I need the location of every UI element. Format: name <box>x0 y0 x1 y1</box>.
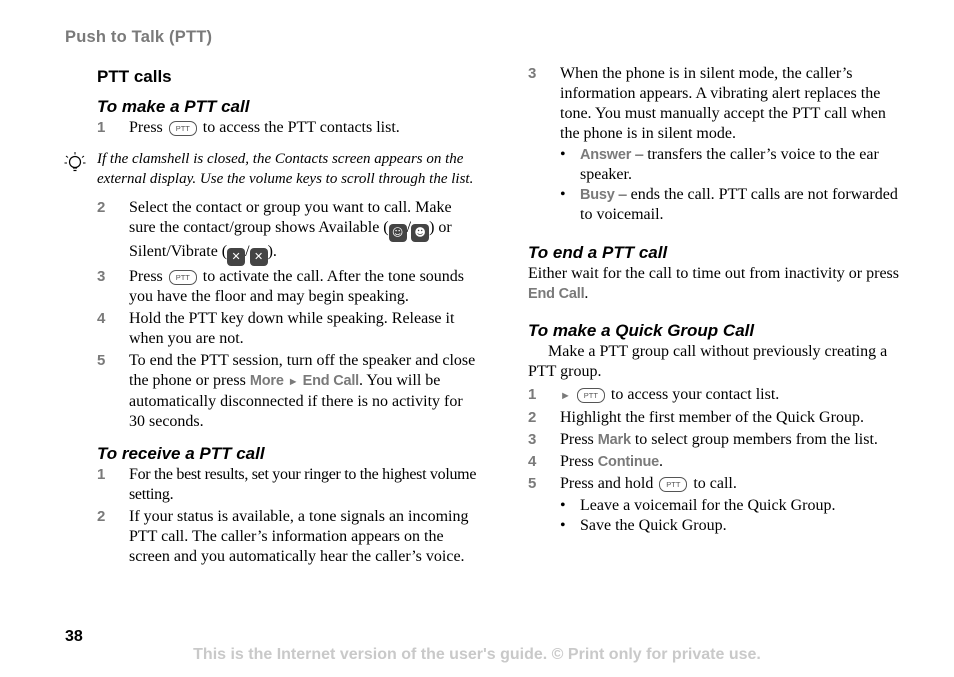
end-call-heading: To end a PTT call <box>528 243 668 262</box>
arrow-icon: ► <box>560 390 571 402</box>
arrow-icon: ► <box>287 376 299 388</box>
footer-notice: This is the Internet version of the user's guide. © Print only for private use. <box>193 646 761 663</box>
quick-group-step-1 <box>528 385 908 406</box>
step-text: Select the contact or group you want to call. Make sure the contact/group shows Available ( <box>129 199 452 236</box>
step-number: 5 <box>528 475 537 492</box>
step-number: 1 <box>97 466 106 483</box>
step-number: 3 <box>97 268 106 285</box>
step-text: Press <box>560 431 594 448</box>
receive-call-step-3 <box>528 64 908 144</box>
left-column <box>97 64 477 567</box>
step-text: To end the PTT session, turn off the speaker and close the phone or press <box>129 352 476 389</box>
step-text: to call. <box>693 475 737 492</box>
step-text: Highlight the first member of the Quick Group. <box>560 409 864 426</box>
step-number: 2 <box>528 409 537 426</box>
step-number: 1 <box>528 386 537 403</box>
step-text: Press <box>560 453 594 470</box>
make-call-step-5 <box>97 351 477 432</box>
step-number: 3 <box>528 65 537 82</box>
list-item-text: – ends the call. PTT calls are not forwarded to voicemail. <box>580 186 898 223</box>
make-call-step-2 <box>97 198 477 266</box>
receive-call-step-1 <box>97 465 477 505</box>
end-call-softkey: End Call <box>302 373 360 389</box>
step-number: 2 <box>97 199 106 216</box>
quick-group-heading: To make a Quick Group Call <box>528 321 755 340</box>
silent-group-icon: ✕ <box>250 248 268 266</box>
list-item <box>528 185 908 225</box>
section-title: PTT calls <box>97 67 172 86</box>
step-text: When the phone is in silent mode, the caller’s information appears. A vibrating alert replaces the tone. You must manually accept the PTT call when the phone is in silent mode. <box>560 65 886 142</box>
ptt-key-icon: PTT <box>169 121 197 136</box>
separator: / <box>245 243 250 260</box>
step-number: 4 <box>528 453 537 470</box>
answer-options-list <box>528 145 908 225</box>
mark-softkey: Mark <box>597 432 631 448</box>
quick-group-step-3 <box>528 430 908 450</box>
list-item: • Save the Quick Group. <box>528 516 908 536</box>
ptt-key-icon: PTT <box>169 270 197 285</box>
step-text: ). <box>267 243 277 260</box>
ptt-key-icon: PTT <box>577 388 605 403</box>
quick-group-step-2 <box>528 408 908 428</box>
step-text: Press <box>129 268 163 285</box>
receive-call-step-2 <box>97 507 477 567</box>
step-number: 3 <box>528 431 537 448</box>
make-call-step-1 <box>97 118 477 138</box>
tip-text: If the clamshell is closed, the Contacts screen appears on the external display. Use the volume keys to scroll through the list. <box>97 151 474 187</box>
answer-softkey: Answer <box>580 147 632 163</box>
step-number: 4 <box>97 310 106 327</box>
quick-group-step-4 <box>528 452 908 472</box>
end-call-text <box>528 264 908 304</box>
step-text: to access the PTT contacts list. <box>202 119 400 136</box>
step-text: . <box>659 453 664 470</box>
right-column <box>528 64 908 536</box>
make-call-step-4 <box>97 309 477 349</box>
step-text: Press and hold <box>560 475 654 492</box>
continue-softkey: Continue <box>597 454 660 470</box>
paragraph-text: Either wait for the call to time out from inactivity or press <box>528 265 900 282</box>
list-item <box>528 145 908 185</box>
step-text: ) or Silent/Vibrate ( <box>129 219 452 260</box>
step-text: to access your contact list. <box>610 386 780 403</box>
more-softkey: More <box>249 373 284 389</box>
step-text: to select group members from the list. <box>634 431 878 448</box>
end-call-softkey: End Call <box>528 286 585 302</box>
make-call-heading: To make a PTT call <box>97 97 250 116</box>
step-number: 5 <box>97 352 106 369</box>
available-group-icon: ☻ <box>411 224 429 242</box>
quick-group-intro: Make a PTT group call without previously creating a PTT group. <box>528 343 888 380</box>
tip-note <box>97 150 477 189</box>
step-text: . You will be automatically disconnected if there is no activity for 30 seconds. <box>129 372 463 430</box>
step-text: to activate the call. After the tone sounds you have the floor and may begin speaking. <box>129 268 465 305</box>
page-number: 38 <box>65 628 83 645</box>
quick-group-options-list <box>528 496 908 536</box>
step-number: 1 <box>97 119 106 136</box>
lightbulb-icon <box>63 151 87 177</box>
quick-group-step-5 <box>528 474 908 494</box>
list-item: • Leave a voicemail for the Quick Group. <box>528 496 908 516</box>
busy-softkey: Busy <box>580 187 615 203</box>
make-call-step-3 <box>97 267 477 307</box>
silent-icon: ✕ <box>227 248 245 266</box>
step-text: If your status is available, a tone signals an incoming PTT call. The caller’s information appears on the screen and you automatically hear the caller’s voice. <box>129 508 469 565</box>
separator: / <box>406 219 412 236</box>
receive-call-heading: To receive a PTT call <box>97 444 265 463</box>
step-text: For the best results, set your ringer to the highest volume setting. <box>129 466 477 503</box>
header-title: Push to Talk (PTT) <box>65 28 213 46</box>
step-number: 2 <box>97 508 106 525</box>
step-text: Press <box>129 119 163 136</box>
step-text: Hold the PTT key down while speaking. Release it when you are not. <box>129 310 455 347</box>
ptt-key-icon: PTT <box>659 477 687 492</box>
available-icon: ☺ <box>389 224 407 242</box>
list-item-text: – transfers the caller’s voice to the ear speaker. <box>580 146 879 183</box>
paragraph-text: . <box>584 285 589 302</box>
